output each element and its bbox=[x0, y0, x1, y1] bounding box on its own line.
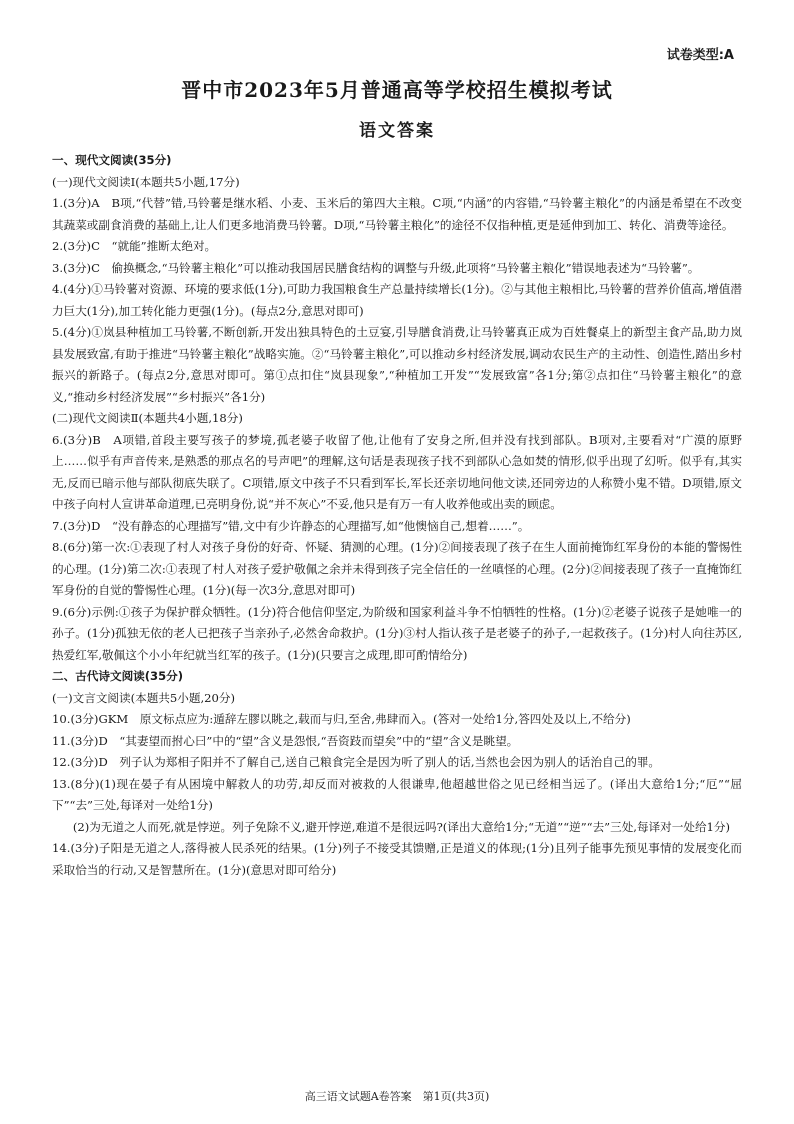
page-footer: 高三语文试题A卷答案 第1页(共3页) bbox=[304, 1090, 490, 1103]
answer-item: 13.(8分)(1)现在晏子有从困境中解救人的功劳,却反而对被救的人很谦卑,他超越世俗之见已经相当远了。(译出大意给1分;“厄”“屈下”“去”三处,每译对一处给1分) bbox=[52, 776, 742, 812]
answer-item: 2.(3分)C “就能”推断太绝对。 bbox=[52, 239, 217, 253]
answer-item: 7.(3分)D “没有静态的心理描写”错,文中有少许静态的心理描写,如“他懊恼自己,想着……”。 bbox=[52, 518, 530, 533]
section-heading: 一、现代文阅读(35分) bbox=[52, 153, 172, 167]
exam-title: 晋中市2023年5月普通高等学校招生模拟考试 bbox=[181, 78, 613, 102]
paper-type-label: 试卷类型:A bbox=[666, 48, 734, 63]
subsection-heading: (二)现代文阅读Ⅱ(本题共4小题,18分) bbox=[52, 411, 243, 425]
answer-item: 5.(4分)①岚县种植加工马铃薯,不断创新,开发出独具特色的土豆宴,引导膳食消费,让马铃薯真正成为百姓餐桌上的新型主食产品,助力岚县发展致富,有助于推进“马铃薯主粮化”战略实施。②“马铃薯主粮化”,可以推动乡村经济发展,调动农民生产的主动性、创造性,踏出乡村振兴的新路子。(每点2分,意思对即可。第①点扣住“岚县现象”,“种植加工开发”“发展致富”各1分;第②点扣住“马铃薯主粮化”的意义,“推动乡村经济发展”“乡村振兴”各1分) bbox=[52, 325, 742, 404]
answer-item: 10.(3分)GKM 原文标点应为:遁辞左膠以眺之,载而与归,至舍,弗肆而入。(答对一处给1分,答四处及以上,不给分) bbox=[52, 712, 631, 726]
answer-item: (2)为无道之人而死,就是悖逆。列子免除不义,避开悖逆,难道不是很远吗?(译出大意给1分;“无道”“逆”“去”三处,每译对一处给1分) bbox=[72, 819, 731, 834]
subsection-heading: (一)现代文阅读Ⅰ(本题共5小题,17分) bbox=[52, 174, 240, 189]
answer-item: 11.(3分)D “其妻望而拊心曰”中的“望”含义是怨恨,“吾资跂而望矣”中的“望”含义是眺望。 bbox=[52, 733, 519, 748]
answer-item: 3.(3分)C 偷换概念,“马铃薯主粮化”可以推动我国居民膳食结构的调整与升级,此项将“马铃薯主粮化”错误地表述为“马铃薯”。 bbox=[52, 260, 700, 275]
section-heading: 二、古代诗文阅读(35分) bbox=[52, 669, 184, 683]
answer-content bbox=[52, 150, 742, 881]
answer-item: 14.(3分)子阳是无道之人,落得被人民杀死的结果。(1分)列子不接受其馈赠,正是道义的体现;(1分)且列子能事先预见事情的发展变化而采取恰当的行动,又是智慧所在。(1分)(意思对即可给分) bbox=[52, 841, 742, 877]
answer-item: 6.(3分)B A项错,首段主要写孩子的梦境,孤老婆子收留了他,让他有了安身之所,但并没有找到部队。B项对,主要看对“广漠的原野上……似乎有声音传来,是熟悉的那点名的号声吧”的理解,这句话是表现孩子找不到部队心急如焚的情形,似乎出现了幻听。似乎有,其实无,反而已暗示他与部队彻底失联了。C项错,原文中孩子不只看到军长,军长还亲切地问他文读,还同旁边的人称赞小鬼不错。D项错,原文中孩子向村人宣讲革命道理,已亮明身份,说“并不灰心”不妥,他只是有万一有人收养他或出卖的顾虑。 bbox=[52, 432, 742, 511]
answer-title: 语文答案 bbox=[359, 121, 435, 141]
answer-item: 1.(3分)A B项,“代替”错,马铃薯是继水稻、小麦、玉米后的第四大主粮。C项,“内涵”的内容错,“马铃薯主粮化”的内涵是希望在不改变其蔬菜或副食消费的基础上,让人们更多地消费马铃薯。D项,“马铃薯主粮化”的途径不仅指种植,更是延伸到加工、转化、消费等途径。 bbox=[52, 196, 742, 232]
answer-item: 8.(6分)第一次:①表现了村人对孩子身份的好奇、怀疑、猜测的心理。(1分)②间接表现了孩子在生人面前掩饰红军身份的本能的警惕性的心理。(1分)第二次:①表现了村人对孩子爱护敬佩之余并未得到孩子完全信任的一丝嗔怪的心理。(2分)②间接表现了孩子一直掩饰红军身份的自觉的警惕性心理。(1分)(每一次3分,意思对即可) bbox=[52, 540, 742, 597]
answer-item: 12.(3分)D 列子认为郑相子阳并不了解自己,送自己粮食完全是因为听了别人的话,当然也会因为别人的话治自己的罪。 bbox=[52, 755, 661, 769]
answer-item: 4.(4分)①马铃薯对资源、环境的要求低(1分),可助力我国粮食生产总量持续增长(1分)。②与其他主粮相比,马铃薯的营养价值高,增值潜力巨大(1分),加工转化能力更强(1分)。(每点2分,意思对即可) bbox=[52, 282, 742, 318]
subsection-heading: (一)文言文阅读(本题共5小题,20分) bbox=[52, 690, 236, 705]
answer-item: 9.(6分)示例:①孩子为保护群众牺牲。(1分)符合他信仰坚定,为阶级和国家利益斗争不怕牺牲的性格。(1分)②老婆子说孩子是她唯一的孙子。(1分)孤独无依的老人已把孩子当亲孙子,必然舍命救护。(1分)③村人指认孩子是老婆子的孙子,一起救孩子。(1分)村人向往苏区,热爱红军,敬佩这个小小年纪就当红军的孩子。(1分)(只要言之成理,即可酌情给分) bbox=[52, 604, 742, 662]
